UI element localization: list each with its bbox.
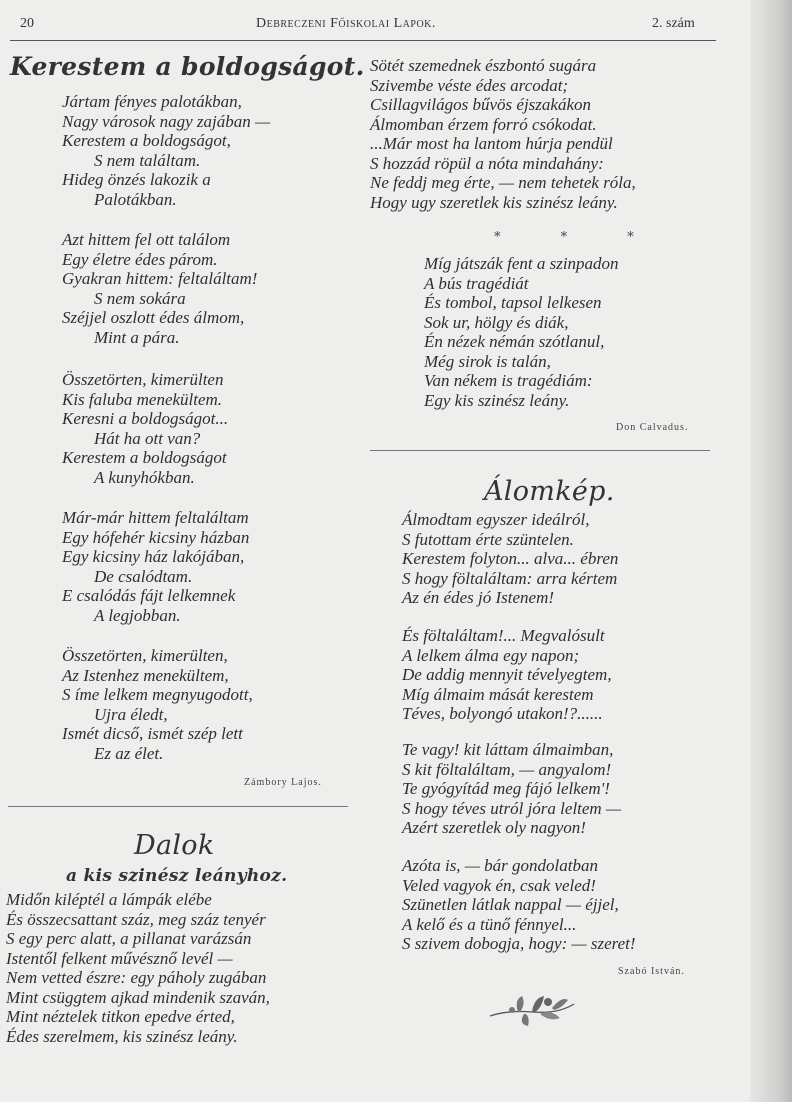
verse-line: Azóta is, — bár gondolatban [402,856,598,875]
poem2-author: Don Calvadus. [616,422,689,433]
poem1-stanza-2 [62,230,257,347]
verse-line: Ne feddj meg érte, — nem tehetek róla, [370,173,636,192]
poem2-stanza-2 [370,56,636,212]
verse-line: S hozzád röpül a nóta mindahány: [370,153,604,173]
verse-line: Én nézek némán szótlanul, [424,332,605,351]
verse-line: És összecsattant száz, meg száz tenyér [6,909,266,929]
verse-line: Kerestem folyton... alva... ébren [402,549,619,568]
verse-line: Szünetlen látlak nappal — éjjel, [402,895,619,914]
verse-line: Azt hittem fel ott találom [62,230,231,249]
poem2-stanza-3 [424,254,619,410]
verse-line: Gyakran hittem: feltaláltam! [62,269,258,288]
page-edge-shadow [750,0,792,1102]
verse-line: Még sirok is talán, [424,351,551,371]
verse-line: Ez az élet. [94,743,164,763]
poem2-title: Dalok [134,830,215,861]
verse-line: Hideg önzés lakozik a [62,170,211,189]
verse-line: A kelő és a tünő fénnyel... [402,914,577,934]
poem3-stanza-4 [402,856,636,954]
verse-line: Széjjel oszlott édes álmom, [62,308,245,327]
poem3-stanza-3 [402,740,621,838]
verse-line: Álmomban érzem forró csókodat. [370,114,597,134]
verse-line: Kerestem a boldogságot, [62,131,231,150]
verse-line: Kis faluba menekültem. [62,389,223,409]
verse-line: S íme lelkem megnyugodott, [62,685,253,704]
verse-line: S hogy föltaláltam: arra kértem [402,568,618,588]
verse-line: Te vagy! kit láttam álmaimban, [402,740,614,759]
verse-line: Álmodtam egyszer ideálról, [402,510,590,529]
poem3-author: Szabó István. [618,966,685,977]
poem3-stanza-2 [402,626,612,724]
verse-line: Az én édes jó Istenem! [402,588,555,607]
verse-line: Téves, bolyongó utakon!?...... [402,704,603,723]
verse-line: Palotákban. [94,189,177,209]
verse-line: De addig mennyit tévelyegtem, [402,665,612,684]
verse-line: De csalódtam. [94,566,193,586]
verse-line: A kunyhókban. [94,467,195,487]
section-separator-stars: * * * [494,230,662,245]
journal-title: Debreczeni Főiskolai Lapok. [256,16,436,31]
section-rule [370,450,710,451]
verse-line: Egy kicsiny ház lakójában, [62,547,245,566]
verse-line: Összetörten, kimerülten, [62,646,228,665]
verse-line: Hát ha ott van? [94,428,201,448]
verse-line: Ujra éledt, [94,704,168,724]
verse-line: Csillagvilágos bűvös éjszakákon [370,95,591,114]
verse-line: S futottam érte szüntelen. [402,529,574,549]
verse-line: Azért szeretlek oly nagyon! [402,818,586,837]
poem1-stanza-5 [62,646,253,763]
verse-line: És tombol, tapsol lelkesen [424,293,602,312]
verse-line: Te gyógyítád meg fájó lelkem'! [402,779,610,798]
verse-line: Jártam fényes palotákban, [62,92,242,111]
poem2-stanza-1 [6,890,270,1046]
verse-line: Már-már hittem feltaláltam [62,508,249,527]
poem2-subtitle: a kis szinész leányhoz. [66,866,288,886]
poem1-stanza-1 [62,92,270,209]
verse-line: Az Istenhez menekültem, [62,665,229,685]
verse-line: Nagy városok nagy zajában — [62,111,271,131]
verse-line: Sok ur, hölgy és diák, [424,312,569,332]
verse-line: Mint csüggtem ajkad mindenik szaván, [6,987,270,1007]
verse-line: A legjobban. [94,605,181,625]
verse-line: Egy kis szinész leány. [424,390,570,410]
verse-line: S szivem dobogja, hogy: — szeret! [402,934,636,953]
verse-line: S nem sokára [94,288,186,308]
verse-line: E csalódás fájt lelkemnek [62,586,236,605]
verse-line: Ismét dicső, ismét szép lett [62,724,243,743]
verse-line: S nem találtam. [94,150,201,170]
verse-line: S hogy téves utról jóra leltem — [402,798,622,818]
verse-line: Keresni a boldogságot... [62,409,229,428]
verse-line: Mint néztelek titkon epedve érted, [6,1007,235,1026]
poem1-stanza-3 [62,370,228,487]
verse-line: Veled vagyok én, csak veled! [402,875,596,895]
verse-line: Míg játszák fent a szinpadon [424,254,619,273]
poem1-stanza-4 [62,508,249,625]
running-header [20,16,716,38]
verse-line: S egy perc alatt, a pillanat varázsán [6,929,252,948]
verse-line: Míg álmaim mását kerestem [402,684,594,704]
verse-line: Midőn kiléptél a lámpák elébe [6,890,212,909]
floral-ornament-icon [488,988,578,1030]
verse-line: Egy életre édes párom. [62,249,218,269]
verse-line: ...Már most ha lantom húrja pendül [370,134,613,153]
verse-line: Nem vetted észre: egy páholy zugában [6,968,267,987]
poem3-stanza-1 [402,510,618,608]
verse-line: S kit föltaláltam, — angyalom! [402,759,612,779]
verse-line: Mint a pára. [94,327,180,347]
verse-line: A bús tragédiát [424,273,529,293]
poem1-author: Zámbory Lajos. [244,777,322,788]
header-rule [10,40,716,41]
poem1-title: Kerestem a boldogságot. [10,52,365,81]
verse-line: Van nékem is tragédiám: [424,371,593,390]
issue-number: 2. szám [652,16,695,31]
section-rule [8,806,348,807]
verse-line: Sötét szemednek észbontó sugára [370,56,597,75]
poem3-title: Álomkép. [484,476,615,507]
verse-line: A lelkem álma egy napon; [402,645,580,665]
verse-line: Istentől felkent művésznő levél — [6,948,233,968]
verse-line: És föltaláltam!... Megvalósult [402,626,605,645]
verse-line: Összetörten, kimerülten [62,370,224,389]
verse-line: Hogy ugy szeretlek kis szinész leány. [370,192,618,212]
verse-line: Egy hófehér kicsiny házban [62,527,250,547]
page-number: 20 [20,16,34,31]
verse-line: Kerestem a boldogságot [62,448,227,467]
verse-line: Szivembe véste édes arcodat; [370,75,569,95]
verse-line: Édes szerelmem, kis szinész leány. [6,1026,238,1046]
